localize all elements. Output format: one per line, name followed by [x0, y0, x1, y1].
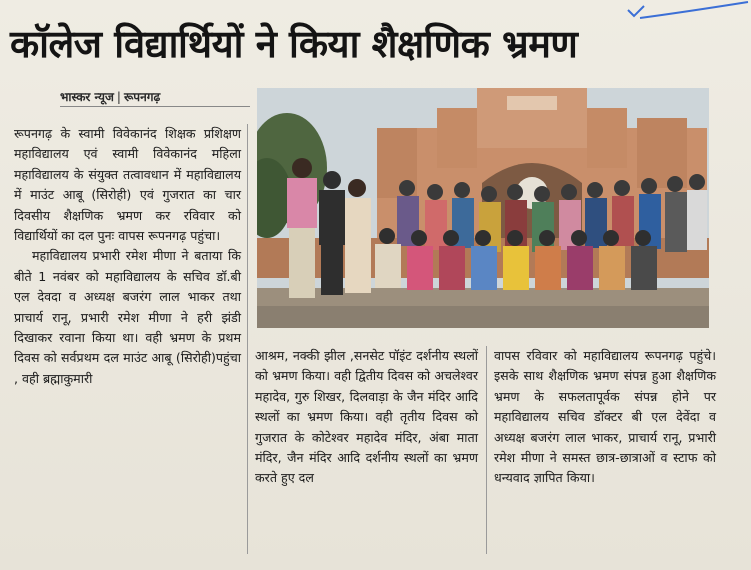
byline: भास्कर न्यूज | रूपनगढ़	[60, 90, 161, 104]
headline: कॉलेज विद्यार्थियों ने किया शैक्षणिक भ्रमण	[10, 22, 578, 66]
paragraph-3: आश्रम, नक्की झील ,सनसेट पॉइंट दर्शनीय स्थलों को भ्रमण किया। वही द्वितीय दिवस को अचलेश्वर महादेव, गुरु शिखर, दिलवाड़ा के जैन मंदिर आदि स्थलों का भ्रमण किया। वही तृतीय दिवस को गुजरात के कोटेश्वर महादेव मंदिर, अंबा माता मंदिर, जैन मंदिर आदि दर्शनीय स्थलों का भ्रमण करते हुए दल	[255, 348, 478, 486]
article-column-1	[14, 124, 241, 389]
byline-divider	[60, 106, 250, 107]
article-column-2	[255, 346, 478, 489]
article-column-3	[494, 346, 716, 489]
column-divider	[486, 346, 487, 554]
group-photo-at-temple-gate-icon	[257, 88, 709, 328]
paragraph-4: वापस रविवार को महाविद्यालय रूपनगढ़ पहुंचे। इसके साथ शैक्षणिक भ्रमण संपन्न हुआ शैक्षणिक भ्रमण के सफलतापूर्वक संपन्न होने पर महाविद्यालय सचिव डॉक्टर बी एल देवेंदा व अध्यक्ष बजरंग लाल भाकर, प्राचार्य रानू, प्रभारी रमेश मीणा ने समस्त छात्र-छात्राओं व स्टाफ को धन्यवाद ज्ञापित किया।	[494, 348, 716, 486]
column-divider	[247, 124, 248, 554]
paragraph-2: महाविद्यालय प्रभारी रमेश मीणा ने बताया कि बीते 1 नवंबर को महाविद्यालय के सचिव डॉ.बी एल देवदा व अध्यक्ष बजरंग लाल भाकर तथा प्राचार्य रानू, प्रभारी रमेश मीणा ने हरी झंडी दिखाकर रवाना किया था। वही भ्रमण के प्रथम दिवस को सर्वप्रथम दल माउंट आबू (सिरोही)पहुंचा , वही ब्रह्माकुमारी	[14, 248, 241, 386]
paragraph-1: रूपनगढ़ के स्वामी विवेकानंद शिक्षक प्रशिक्षण महाविद्यालय एवं स्वामी विवेकानंद महिला महाविद्यालय के संयुक्त तत्वावधान में महाविद्यालय में माउंट आबू (सिरोही) एवं गुजरात का चार दिवसीय शैक्षणिक भ्रमण कर रविवार को विद्यार्थियों का दल पुनः वापस रूपनगढ़ पहुंचा।	[14, 126, 241, 244]
byline-place: रूपनगढ़	[123, 90, 161, 104]
group-photo	[257, 88, 709, 328]
byline-source: भास्कर न्यूज	[60, 90, 114, 104]
